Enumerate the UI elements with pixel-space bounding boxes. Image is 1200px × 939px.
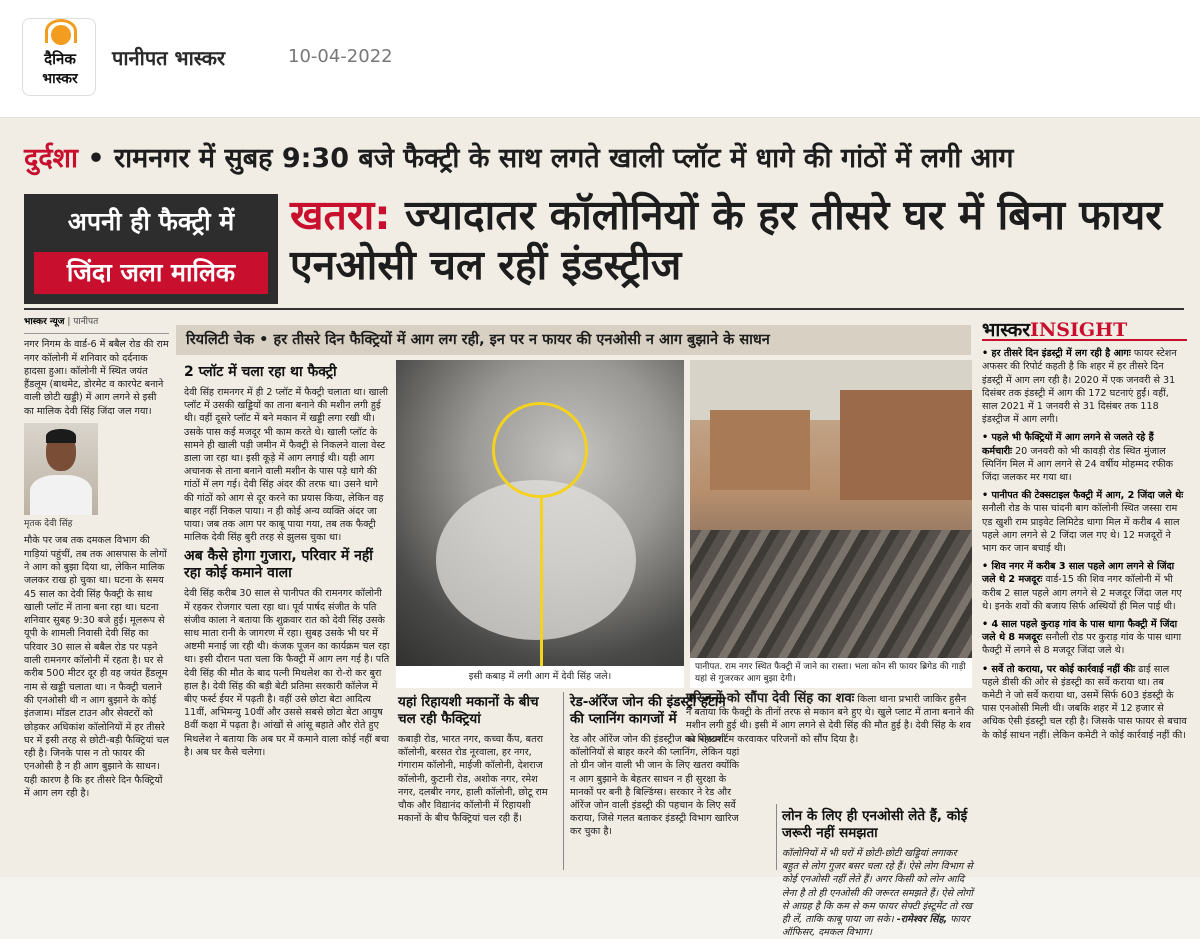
insight-brand: भास्कर: [982, 319, 1031, 341]
byline-place: | पानीपत: [64, 317, 99, 327]
insight-item: [982, 431, 1187, 484]
photo-building-left: [710, 410, 810, 490]
insight-item-text: ढाई साल पहले डीसी की ओर से इंडस्ट्री का सर्वे कराया था। तब कमेटी ने जो सर्वे कराया था, उसमें सिर्फ 603 इंडस्ट्री के पास एनओसी मिली थी। जबकि शहर में 12 हजार से अधिक ऐसी इंडस्ट्री चल रही है। जिसके पास फायर से बचाव के कोई साधन नहीं। लेकिन कमेटी ने कोई कार्रवाई नहीं की।: [982, 663, 1187, 741]
family-paragraph: देवी सिंह करीब 30 साल से पानीपत की रामनगर कॉलोनी में रहकर रोजगार चला रहा था। पूर्व पार्षद संजीत के पति संजीव काला ने बताया कि शुक्रवार रात को देवी सिंह उसके साथ माता रानी के जागरण में रहा। सुबह उसके भी घर में अष्टमी मनाई जा रही थी। कंजक पूजन का कार्यक्रम चल रहा था। इसी दौरान पता चला कि फैक्ट्री में आग लग गई है। पति देवी सिंह की मौत के बाद पत्नी मिथलेश का रो-रो कर बुरा हाल है। देवी सिंह की बड़ी बेटी प्रतिमा सरकारी कॉलेज में बीए फर्स्ट ईयर में पढ़ती है। वहीं उसे छोटा बेटा आदित्य 11वीं, अभिमन्यु 10वीं और उससे सबसे छोटा बेटा आयुष 8वीं कक्षा में पढ़ता है। आंखों से आंसू बहाते और रोते हुए मिथलेश ने बताया कि अब घर में कमाने वाला कोई नहीं बचा है। अब घर कैसे चलेगा।: [184, 588, 390, 758]
residential-text: कबाड़ी रोड, भारत नगर, कच्चा कैंप, बतरा कॉलोनी, बरसत रोड नूरवाला, हर नगर, गंगाराम कॉलोनी, माईजी कॉलोनी, देशराज कॉलोनी, कुटानी रोड, अशोक नगर, रमेश नगर, दलबीर नगर, हाली कॉलोनी, छोटू राम चौक और विद्यानंद कॉलोनी में रिहायशी मकानों के बीच फैक्ट्रियां चल रही हैं।: [398, 734, 548, 825]
kicker-label: दुर्दशा: [24, 143, 79, 174]
factory-paragraph: देवी सिंह रामनगर में ही 2 प्लॉट में फैक्ट्री चलाता था। खाली प्लॉट में उसकी खड्डियों का ताना बनाने की मशीन लगी हुई थी। वहीं दूसरे प्लॉट में बने मकान में खड्डी लगा रखी थी। उसके पास कई मजदूर भी काम करते थे। खाली प्लॉट के सामने ही खाली पड़ी जमीन में फैक्ट्री से निकलने वाला वेस्ट डाला जा रहा था। इसी कूड़े में आग लगाई थी। यही आग अचानक से ताना बनाने वाली मशीन के पास पड़े धागे की गांठों में लग गई। देवी सिंह अंदर की तरफ था। उसने धागे की गांठों को आग से दूर करने का प्रयास किया, लेकिन वह बाहर नहीं निकल पाया। न ही कोई अन्य व्यक्ति अंदर जा पाया। जब तक आग पर काबू पाया गया, तब तक फैक्ट्री मालिक देवी सिंह बुरी तरह से झुलस चुका था।: [184, 387, 388, 544]
insight-item: [982, 560, 1187, 613]
logo-text-line1: दैनिक: [44, 50, 76, 68]
logo-text-line2: भास्कर: [42, 71, 78, 87]
insight-header: [982, 319, 1187, 341]
zone-heading: रेड-ऑरेंज जोन की इंडस्ट्री हटाने की प्लानिंग कागजों में: [570, 694, 726, 727]
zone-text: रेड और ऑरेंज जोन की इंडस्ट्रीज को रिहायशी कॉलोनियों से बाहर करने की प्लानिंग, लेकिन यहां तो ग्रीन जोन वाली भी जान के लिए खतरा क्योंकि न आग बुझाने के बेहतर साधन न ही सुरक्षा के मानकों पर बनी है बिल्डिंग्स। सरकार ने रेड और ऑरेंज जोन वाली इंडस्ट्री की पहचान के लिए सर्वे कराया, जिसे गलत बताकर इंडस्ट्री विभाग खारिज कर चुका है।: [570, 734, 740, 838]
victim-portrait: [24, 423, 98, 515]
headline-text: ज्यादातर कॉलोनियों के हर तीसरे घर में बिना फायर एनओसी चल रहीं इंडस्ट्रीज: [290, 191, 1163, 289]
parijan-text: किला थाना प्रभारी जाकिर हुसैन ने बताया कि फैक्ट्री के तीनों तरफ से मकान बने हुए थे। खुले प्लाट में ताना बनाने की मशीन लगी हुई थी। इसी में आग लगने से देवी सिंह की मौत हुई है। देवी सिंह के शव का पोस्टमार्टम करवाकर परिजनों को सौंप दिया है।: [686, 694, 975, 745]
fire-smoke-photo[interactable]: [396, 360, 684, 688]
lead-paragraph-2: मौके पर जब तक दमकल विभाग की गाड़ियां पहुंचीं, तब तक आसपास के लोगों ने आग को बुझा दिया था, लेकिन मालिक जलकर राख हो चुका था। घटना के समय 45 साल का देवी सिंह फैक्ट्री के साथ खाली प्लॉट में ताना बना रहा था। घटना शनिवार सुबह 9:30 बजे हुई। मूलरूप से यूपी के शामली निवासी देवी सिंह का परिवार 30 साल से बबैल रोड पर पड़ने वाली रामनगर कॉलोनी में रहता है। घर से करीब 500 मीटर दूर ही वह जयंत हैंडलूम नाम से खड्डी चलाता था। न फैक्ट्री चलाने की एनओसी थी न आग बुझाने के कोई इंतजाम। मॉडल टाउन और सेक्टरों को छोड़कर अधिकांश कॉलोनियों में हर तीसरे घर में इसी तरह से छोटी-बड़ी फैक्ट्रियां चल रही है। जिनके पास न तो फायर की एनओसी है न ही आग बुझाने के साधन। यही कारण है कि हर तीसरे दिन फैक्ट्रियों में आग लग रही है।: [24, 535, 170, 800]
photo-debris: [690, 530, 972, 660]
photo-building-right: [840, 390, 972, 500]
highlight-circle: [492, 402, 588, 498]
sidebox-line1: अपनी ही फैक्ट्री में: [67, 207, 235, 236]
photo2-caption: पानीपत. राम नगर स्थित फैक्ट्री में जाने का रास्ता। भला कोन सी फायर ब्रिगेड की गाड़ी यहां से गुजरकर आग बुझा देगी।: [690, 658, 972, 688]
loan-quote: [782, 847, 974, 939]
photo1-caption: इसी कबाड़ में लगी आग में देवी सिंह जले।: [396, 666, 684, 688]
insight-item-text: सनौली रोड के पास चांदनी बाग कॉलोनी स्थित जस्सा राम एड खुशी राम प्राइवेट लिमिटेड धागा मिल में करीब 4 साल पहले आग लगने से 2 जिंदा जल गए थे। 12 मजदूरों ने भाग कर जान बचाई थी।: [982, 503, 1180, 555]
kicker-line: [24, 138, 1184, 180]
edition-title[interactable]: पानीपत भास्कर: [112, 46, 226, 70]
factory-path-photo[interactable]: [690, 360, 972, 688]
insight-item-heading: • 4 साल पहले कुराड़ गांव के पास धागा फैक्ट्री में जिंदा जले थे 8 मजदूरः: [982, 619, 1178, 644]
highlight-arrow: [540, 498, 543, 666]
headline-label: खतरा:: [290, 191, 391, 239]
byline-source: भास्कर न्यूज: [24, 317, 65, 327]
insight-item-text: सनौली रोड पर कुराड़ गांव के पास धागा फैक्ट्री में लगने से 8 मजदूर जिंदा जले थे।: [982, 632, 1182, 657]
portrait-shirt: [30, 475, 92, 515]
lead-story-column: [24, 316, 169, 872]
lead-paragraph-1: नगर निगम के वार्ड-6 में बबैल रोड की राम नगर कॉलोनी में शनिवार को दर्दनाक हादसा हुआ। कॉलोनी में स्थित जयंत हैंडलूम (बाथमेट, डोरमेट व कारपेट बनाने वाली छोटी खड्डी) में आग लगने से इसी का मालिक देवी सिंह जिंदा जल गया।: [24, 339, 169, 417]
loan-quote-author: -रामेश्वर सिंह,: [896, 914, 948, 926]
edition-date: 10-04-2022: [288, 46, 393, 67]
insight-item-text: वार्ड-15 की शिव नगर कॉलोनी में भी करीब 2 साल पहले आग लगने से 2 मजदूर जिंदा जल गए थे। इनके शवों की बजाय सिर्फ अस्थियों ही मिल पाई थी।: [982, 574, 1182, 612]
insight-item: [982, 489, 1187, 555]
portrait-caption: मृतक देवी सिंह: [24, 519, 73, 530]
smoke-area: [436, 480, 636, 640]
insight-item-heading: • पानीपत की टेक्सटाइल फैक्ट्री में आग, 2 जिंदा जले थेः: [982, 490, 1184, 502]
insight-item-heading: • सर्वे तो कराया, पर कोई कार्रवाई नहीं कीः: [982, 663, 1136, 675]
parijan-heading: परिजनों को सौंपा देवी सिंह का शवः: [686, 691, 855, 706]
column-divider: [776, 804, 777, 870]
kicker-text: • रामनगर में सुबह 9:30 बजे फैक्ट्री के साथ लगते खाली प्लॉट में धागे की गांठों में लगी आग: [78, 143, 1014, 174]
factory-story-column: [184, 362, 390, 759]
loan-noc-block: [782, 806, 974, 939]
residential-heading: यहां रिहायशी मकानों के बीच चल रही फैक्ट्रियां: [398, 694, 539, 727]
sidebar-headline-box: [24, 194, 278, 304]
insight-item-heading: • पहले भी फैक्ट्रियों में आग लगने से जलते रहे हैं कर्मचारीः: [982, 432, 1154, 457]
section-divider: [24, 308, 1184, 310]
loan-heading: लोन के लिए ही एनओसी लेते हैं, कोई जरूरी नहीं समझता: [782, 808, 968, 841]
insight-item-text: 20 जनवरी को भी कावड़ी रोड स्थित मुंजाल स्पिनिंग मिल में आग लगने से 24 वर्षीय मोहम्मद रफीक जिंदा जलकर मर गया था।: [982, 445, 1174, 484]
portrait-hair: [46, 429, 76, 443]
insight-item: [982, 347, 1187, 426]
insight-item: [982, 618, 1187, 658]
epaper-page[interactable]: [0, 118, 1200, 939]
column-divider: [563, 692, 564, 870]
red-orange-zone-block: [570, 692, 742, 839]
sun-logo-dot-icon: [51, 25, 71, 45]
loan-quote-role: फायर ऑफिसर, दमकल विभाग।: [782, 914, 970, 939]
subheading-two-plots: 2 प्लॉट में चला रहा था फैक्ट्री: [184, 364, 337, 380]
insight-item-heading: • हर तीसरे दिन इंडस्ट्री में लग रही है आगः: [982, 348, 1131, 360]
insight-item: [982, 663, 1187, 742]
app-header: [0, 0, 1200, 118]
byline: [24, 316, 169, 334]
subheading-family: अब कैसे होगा गुजारा, परिवार में नहीं रहा कोई कमाने वाला: [184, 548, 373, 582]
main-headline: [290, 190, 1185, 290]
sidebox-line2: जिंदा जला मालिक: [34, 252, 268, 294]
insight-item-text: फायर स्टेशन अफसर की रिपोर्ट कहती है कि शहर में हर तीसरे दिन इंडस्ट्री में आग लग रही है। 2020 में एक जनवरी से 31 दिसंबर तक इंडस्ट्री में आग की 172 घटनाएं हुईं। वहीं, साल 2021 में 1 जनवरी से 31 दिसंबर तक 118 इंडस्ट्रीज में आग लगी।: [982, 348, 1177, 426]
loan-quote-text: कॉलोनियों में भी घरों में छोटी-छोटी खड्डियां लगाकर बहुत से लोग गुजर बसर चला रहे हैं। ऐसे लोग विभाग से कोई एनओसी नहीं लेते हैं। अगर किसी को लोन आदि लेना है तो ही एनओसी की जरूरत समझते हैं। ऐसे लोगों से आग्रह है कि कम से कम फायर सेफ्टी इंस्टूमेंट तो रख ही लें, ताकि काबू पाया जा सके।: [782, 848, 974, 926]
insight-column: [982, 319, 1187, 872]
insight-word: INSIGHT: [1030, 319, 1128, 341]
reality-check-banner: रियलिटी चेक • हर तीसरे दिन फैक्ट्रियों में आग लग रही, इन पर न फायर की एनओसी न आग बुझाने के साधन: [176, 325, 971, 355]
residential-factories-block: [398, 692, 556, 825]
dainik-bhaskar-logo[interactable]: [22, 18, 96, 96]
insight-item-heading: • शिव नगर में करीब 3 साल पहले आग लगने से जिंदा जले थे 2 मजदूरः: [982, 561, 1175, 586]
